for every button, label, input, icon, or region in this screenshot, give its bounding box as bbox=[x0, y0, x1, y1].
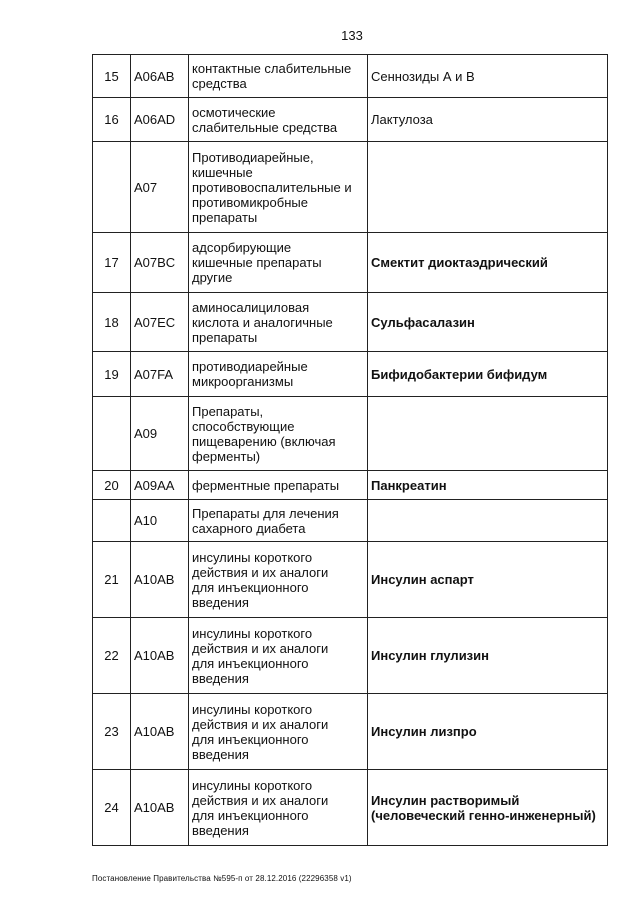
drug-name-cell: Инсулин растворимый (человеческий генно-инженерный) bbox=[368, 770, 608, 846]
row-number-cell: 21 bbox=[93, 542, 131, 618]
atc-code-cell: A07 bbox=[131, 142, 189, 233]
atc-code-cell: A07EC bbox=[131, 293, 189, 352]
pharmacological-group-cell: контактные слабительные средства bbox=[189, 55, 368, 98]
row-number-cell: 20 bbox=[93, 471, 131, 500]
table-body bbox=[93, 55, 608, 846]
pharmacological-group-cell: адсорбирующие кишечные препараты другие bbox=[189, 233, 368, 293]
table-row bbox=[93, 694, 608, 770]
drug-name-cell: Сеннозиды А и В bbox=[368, 55, 608, 98]
atc-code-cell: A10AB bbox=[131, 770, 189, 846]
table-row bbox=[93, 55, 608, 98]
atc-code-cell: A07BC bbox=[131, 233, 189, 293]
drug-name-cell: Сульфасалазин bbox=[368, 293, 608, 352]
page-number: 133 bbox=[341, 28, 363, 43]
drug-table bbox=[92, 54, 608, 846]
pharmacological-group-cell: Препараты для лечения сахарного диабета bbox=[189, 500, 368, 542]
table-row bbox=[93, 542, 608, 618]
pharmacological-group-cell: ферментные препараты bbox=[189, 471, 368, 500]
drug-name-cell: Лактулоза bbox=[368, 98, 608, 142]
pharmacological-group-cell: противодиарейные микроорганизмы bbox=[189, 352, 368, 397]
atc-code-cell: A10 bbox=[131, 500, 189, 542]
drug-name-cell: Смектит диоктаэдрический bbox=[368, 233, 608, 293]
drug-name-cell: Инсулин лизпро bbox=[368, 694, 608, 770]
table-row bbox=[93, 770, 608, 846]
row-number-cell: 22 bbox=[93, 618, 131, 694]
drug-name-cell bbox=[368, 397, 608, 471]
drug-name-cell: Инсулин глулизин bbox=[368, 618, 608, 694]
pharmacological-group-cell: осмотические слабительные средства bbox=[189, 98, 368, 142]
table-row bbox=[93, 142, 608, 233]
atc-code-cell: A10AB bbox=[131, 694, 189, 770]
drug-name-cell bbox=[368, 500, 608, 542]
row-number-cell: 18 bbox=[93, 293, 131, 352]
row-number-cell: 24 bbox=[93, 770, 131, 846]
atc-code-cell: A09 bbox=[131, 397, 189, 471]
atc-code-cell: A10AB bbox=[131, 618, 189, 694]
pharmacological-group-cell: аминосалициловая кислота и аналогичные препараты bbox=[189, 293, 368, 352]
row-number-cell: 23 bbox=[93, 694, 131, 770]
table-row bbox=[93, 618, 608, 694]
row-number-cell: 15 bbox=[93, 55, 131, 98]
row-number-cell bbox=[93, 142, 131, 233]
pharmacological-group-cell: Препараты, способствующие пищеварению (включая ферменты) bbox=[189, 397, 368, 471]
row-number-cell: 16 bbox=[93, 98, 131, 142]
row-number-cell bbox=[93, 500, 131, 542]
table-row bbox=[93, 397, 608, 471]
table-row bbox=[93, 352, 608, 397]
drug-name-cell: Инсулин аспарт bbox=[368, 542, 608, 618]
drug-name-cell: Панкреатин bbox=[368, 471, 608, 500]
table-row bbox=[93, 471, 608, 500]
atc-code-cell: A06AD bbox=[131, 98, 189, 142]
table-row bbox=[93, 500, 608, 542]
atc-code-cell: A06AB bbox=[131, 55, 189, 98]
pharmacological-group-cell: инсулины короткого действия и их аналоги для инъекционного введения bbox=[189, 618, 368, 694]
pharmacological-group-cell: инсулины короткого действия и их аналоги для инъекционного введения bbox=[189, 542, 368, 618]
table-row bbox=[93, 98, 608, 142]
atc-code-cell: A07FA bbox=[131, 352, 189, 397]
atc-code-cell: A09AA bbox=[131, 471, 189, 500]
row-number-cell: 17 bbox=[93, 233, 131, 293]
table-row bbox=[93, 293, 608, 352]
pharmacological-group-cell: Противодиарейные, кишечные противовоспалительные и противомикробные препараты bbox=[189, 142, 368, 233]
pharmacological-group-cell: инсулины короткого действия и их аналоги для инъекционного введения bbox=[189, 694, 368, 770]
pharmacological-group-cell: инсулины короткого действия и их аналоги для инъекционного введения bbox=[189, 770, 368, 846]
drug-name-cell: Бифидобактерии бифидум bbox=[368, 352, 608, 397]
row-number-cell: 19 bbox=[93, 352, 131, 397]
drug-name-cell bbox=[368, 142, 608, 233]
row-number-cell bbox=[93, 397, 131, 471]
table-row bbox=[93, 233, 608, 293]
footer-document-reference: Постановление Правительства №595-п от 28.12.2016 (22296358 v1) bbox=[92, 874, 352, 883]
atc-code-cell: A10AB bbox=[131, 542, 189, 618]
